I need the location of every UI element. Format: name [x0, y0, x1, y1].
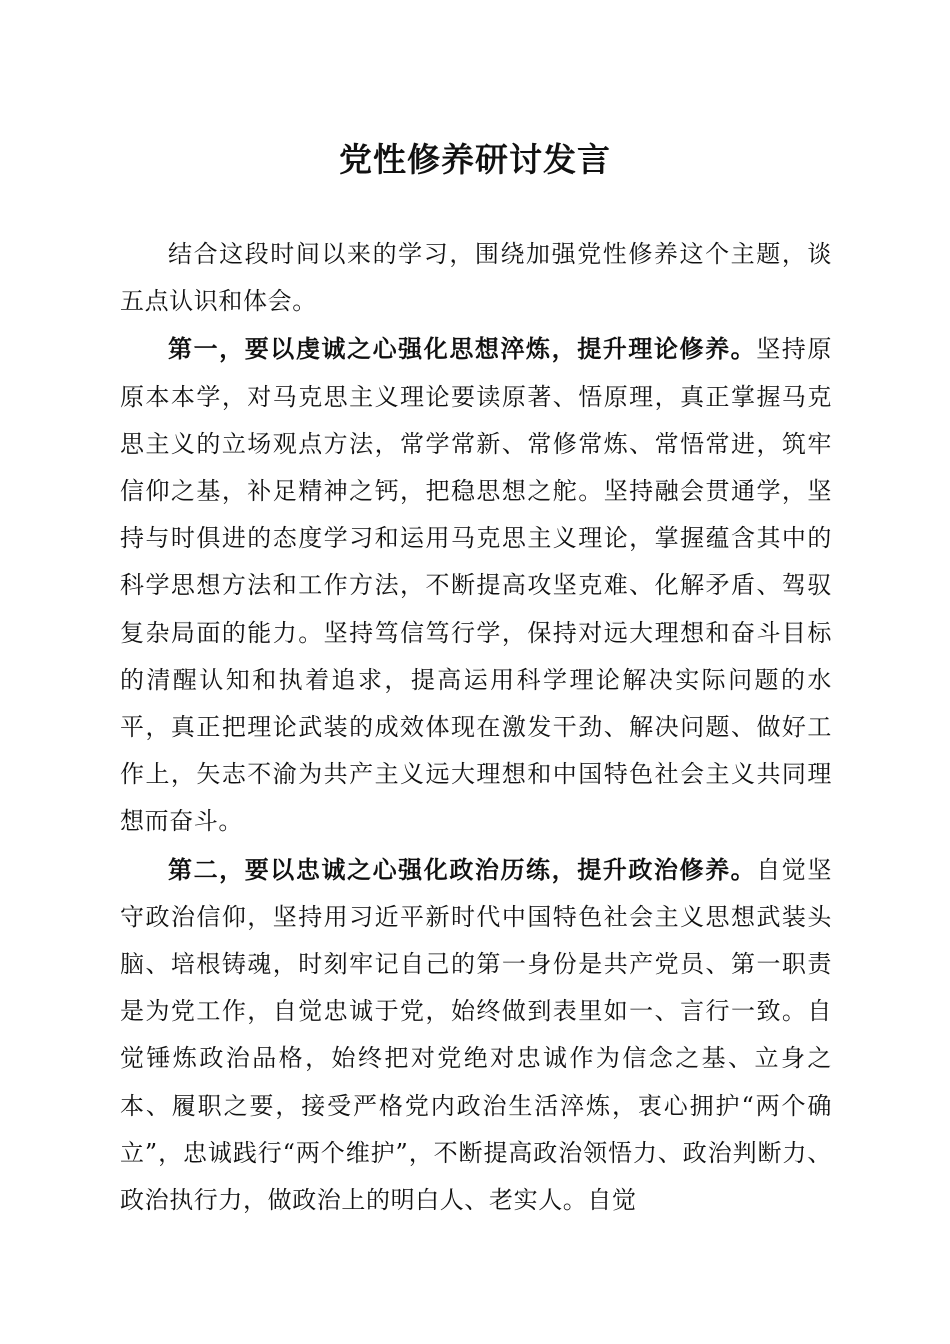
paragraph-text: 坚持原原本本学，对马克思主义理论要读原著、悟原理，真正掌握马克思主义的立场观点方法，常学常新、常修常炼、常悟常进，筑牢信仰之基，补足精神之钙，把稳思想之舵。坚持融会贯通学，坚持与时俱进的态度学习和运用马克思主义理论，掌握蕴含其中的科学思想方法和工作方法，不断提高攻坚克难、化解矛盾、驾驭复杂局面的能力。坚持笃信笃行学，保持对远大理想和奋斗目标的清醒认知和执着追求，提高运用科学理论解决实际问题的水平，真正把理论武装的成效体现在激发干劲、解决问题、做好工作上，矢志不渝为共产主义远大理想和中国特色社会主义共同理想而奋斗。: [120, 335, 832, 836]
paragraph-intro: [120, 230, 832, 325]
paragraph-second-point: [120, 846, 832, 1225]
document-body: [120, 230, 832, 1224]
paragraph-first-point: [120, 325, 832, 845]
paragraph-text: 结合这段时间以来的学习，围绕加强党性修养这个主题，谈五点认识和体会。: [120, 240, 832, 316]
document-title: 党性修养研讨发言: [339, 140, 611, 179]
paragraph-text: 自觉坚守政治信仰，坚持用习近平新时代中国特色社会主义思想武装头脑、培根铸魂，时刻牢记自己的第一身份是共产党员、第一职责是为党工作，自觉忠诚于党，始终做到表里如一、言行一致。自觉锤炼政治品格，始终把对党绝对忠诚作为信念之基、立身之本、履职之要，接受严格党内政治生活淬炼，衷心拥护“两个确立”，忠诚践行“两个维护”，不断提高政治领悟力、政治判断力、政治执行力，做政治上的明白人、老实人。自觉: [120, 855, 832, 1215]
paragraph-lead: 第一，要以虔诚之心强化思想淬炼，提升理论修养。: [168, 334, 757, 364]
paragraph-lead: 第二，要以忠诚之心强化政治历练，提升政治修养。: [168, 854, 757, 884]
